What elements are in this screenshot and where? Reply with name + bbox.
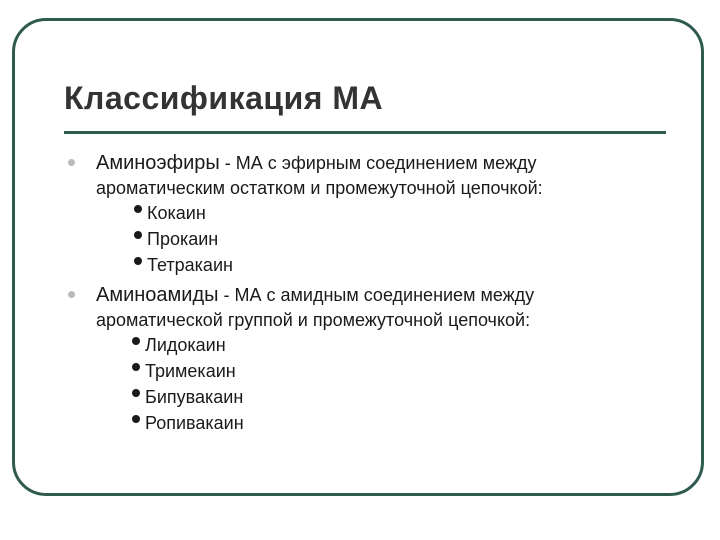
- bullet-icon: [134, 205, 142, 213]
- bullet-icon: [132, 389, 140, 397]
- sublist: [96, 332, 664, 436]
- bullet-icon: [134, 231, 142, 239]
- bullet-icon: [134, 257, 142, 265]
- item-description-continued: ароматической группой и промежуточной цепочкой:: [96, 310, 531, 330]
- slide-title: Классификация МА: [64, 80, 384, 116]
- bullet-icon: [132, 415, 140, 423]
- item-description: - МА с эфирным соединением между: [219, 153, 537, 173]
- list-item-aminoesters: [64, 150, 664, 278]
- sublist-item: [132, 358, 664, 384]
- sublist: [96, 200, 664, 278]
- item-heading: Аминоэфиры: [96, 152, 220, 174]
- sublist-item: [132, 410, 664, 436]
- item-description-continued: ароматическим остатком и промежуточной цепочкой:: [96, 178, 543, 198]
- bullet-icon: [132, 363, 140, 371]
- sublist-item-label: Кокаин: [147, 203, 206, 223]
- sublist-item-label: Тримекаин: [145, 361, 236, 381]
- list-item-aminoamides: [64, 282, 664, 436]
- sublist-item: [134, 252, 664, 278]
- sublist-item-label: Лидокаин: [145, 335, 226, 355]
- bullet-icon: [68, 159, 75, 166]
- sublist-item-label: Прокаин: [147, 229, 219, 249]
- sublist-item-label: Бипувакаин: [145, 387, 244, 407]
- title-divider: [64, 131, 666, 134]
- bullet-icon: [132, 337, 140, 345]
- sublist-item-label: Ропивакаин: [145, 413, 244, 433]
- item-heading: Аминоамиды: [96, 284, 219, 306]
- bullet-icon: [68, 291, 75, 298]
- item-description: - МА с амидным соединением между: [218, 285, 535, 305]
- sublist-item: [134, 226, 664, 252]
- sublist-item: [132, 384, 664, 410]
- sublist-item: [134, 200, 664, 226]
- sublist-item-label: Тетракаин: [147, 255, 233, 275]
- sublist-item: [132, 332, 664, 358]
- slide-content: [64, 150, 664, 436]
